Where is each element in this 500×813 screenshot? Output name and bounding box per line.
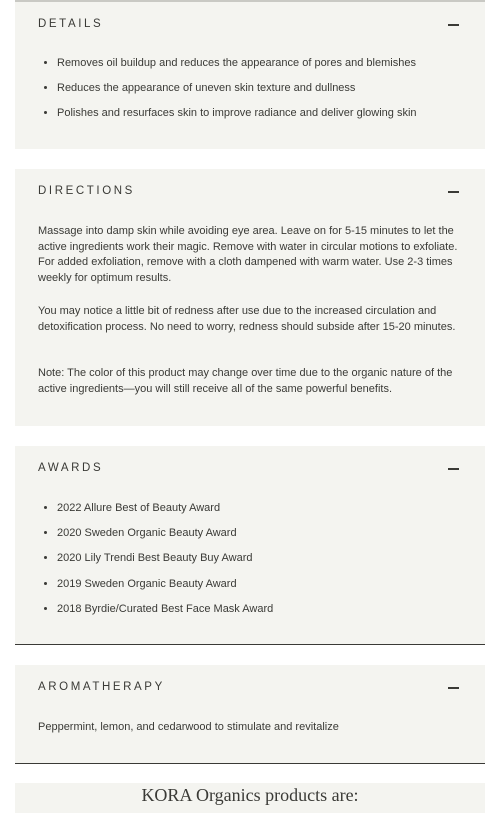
products-are-heading: KORA Organics products are: xyxy=(15,783,485,813)
section-divider xyxy=(15,763,485,764)
directions-panel xyxy=(15,169,485,426)
aromatherapy-panel xyxy=(15,665,485,763)
details-header[interactable] xyxy=(15,2,485,48)
aromatherapy-header[interactable] xyxy=(15,665,485,711)
aromatherapy-title: AROMATHERAPY xyxy=(38,681,165,693)
list-item: • 2022 Allure Best of Beauty Award xyxy=(57,501,465,515)
list-item: • Polishes and resurfaces skin to improve radiance and deliver glowing skin xyxy=(57,106,465,120)
aromatherapy-text: Peppermint, lemon, and cedarwood to stimulate and revitalize xyxy=(38,721,339,733)
list-item: • Reduces the appearance of uneven skin texture and dullness xyxy=(57,81,465,95)
directions-paragraph: You may notice a little bit of redness after use due to the increased circulation and detoxification process. No need to worry, redness should subside after 15-20 minutes. xyxy=(38,305,456,333)
directions-paragraph: Massage into damp skin while avoiding eye area. Leave on for 5-15 minutes to let the active ingredients work their magic. Remove with water in circular motions to exfoliate. For added exfoliation, remove with a cloth dampened with warm water. Use 2-3 times weekly for optimum results. xyxy=(38,225,458,284)
details-panel xyxy=(15,2,485,149)
list-item: • 2020 Sweden Organic Beauty Award xyxy=(57,526,465,540)
list-item: • 2020 Lily Trendi Best Beauty Buy Award xyxy=(57,551,465,565)
directions-header[interactable] xyxy=(15,169,485,215)
collapse-minus-icon[interactable] xyxy=(448,468,459,470)
directions-paragraph: Note: The color of this product may change over time due to the organic nature of the active ingredients—you will still receive all of the same powerful benefits. xyxy=(38,367,453,395)
awards-panel xyxy=(15,446,485,644)
details-list xyxy=(38,56,465,132)
collapse-minus-icon[interactable] xyxy=(448,191,459,193)
awards-title: AWARDS xyxy=(38,462,104,474)
directions-title: DIRECTIONS xyxy=(38,185,135,197)
list-item: • 2019 Sweden Organic Beauty Award xyxy=(57,577,465,591)
section-divider xyxy=(15,644,485,645)
details-title: DETAILS xyxy=(38,18,104,30)
list-item: • Removes oil buildup and reduces the appearance of pores and blemishes xyxy=(57,56,465,70)
list-item: • 2018 Byrdie/Curated Best Face Mask Award xyxy=(57,602,465,616)
collapse-minus-icon[interactable] xyxy=(448,687,459,689)
collapse-minus-icon[interactable] xyxy=(448,24,459,26)
awards-list xyxy=(38,501,465,627)
awards-header[interactable] xyxy=(15,446,485,492)
